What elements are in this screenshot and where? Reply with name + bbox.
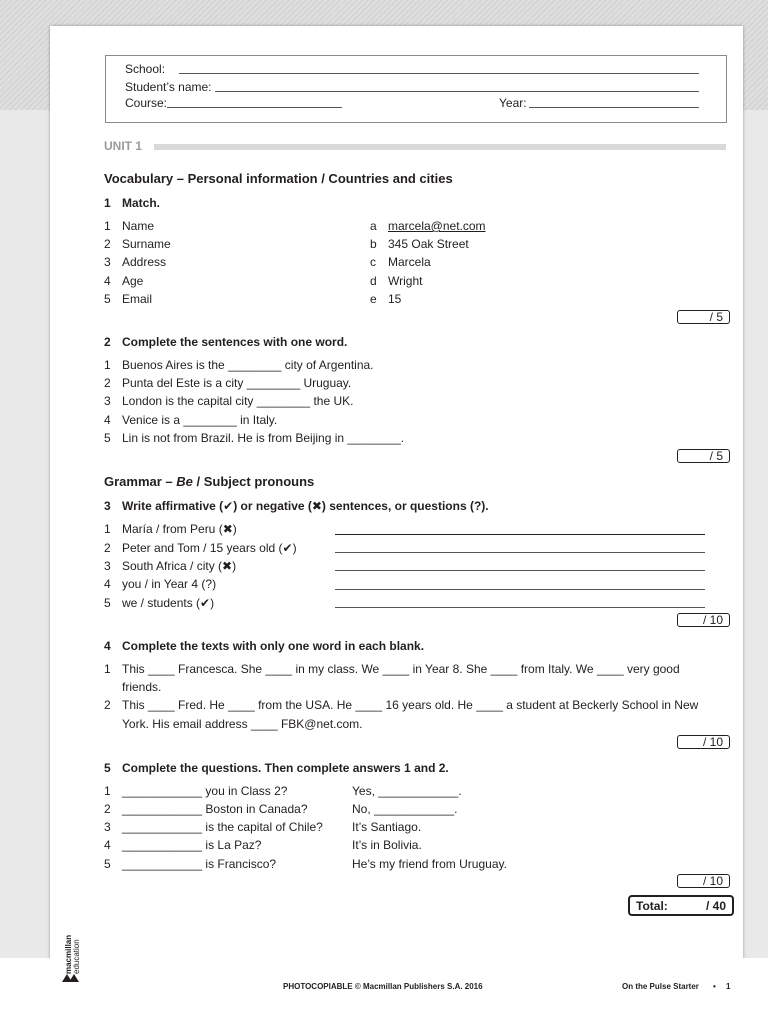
ex2-item: Punta del Este is a city ________ Uruguay. xyxy=(122,376,352,390)
ex3-item-number: 1 xyxy=(104,522,111,536)
ex3-item-number: 3 xyxy=(104,559,111,573)
student-name-label: Student’s name: xyxy=(125,80,212,94)
svg-text:macmillan: macmillan xyxy=(64,934,73,974)
ex5-answer: It’s in Bolivia. xyxy=(352,838,422,852)
footer-page-number: 1 xyxy=(726,982,731,991)
ex1-right-item: Wright xyxy=(388,274,423,288)
ex5-item-number: 1 xyxy=(104,784,111,798)
macmillan-logo-icon xyxy=(58,920,88,988)
ex2-item-number: 4 xyxy=(104,413,111,427)
ex1-left-item: Surname xyxy=(122,237,171,251)
ex5-item-number: 4 xyxy=(104,838,111,852)
year-label: Year: xyxy=(499,96,527,110)
ex1-right-item: 15 xyxy=(388,292,402,306)
grammar-heading: Grammar – Be / Subject pronouns xyxy=(104,474,315,489)
ex5-question: ____________ is La Paz? xyxy=(122,838,262,852)
ex4-item-number: 1 xyxy=(104,662,111,676)
ex3-item-number: 2 xyxy=(104,541,111,555)
ex3-answer-line[interactable] xyxy=(335,534,705,535)
ex5-question: ____________ is Francisco? xyxy=(122,857,277,871)
ex2-item: Buenos Aires is the ________ city of Argentina. xyxy=(122,358,374,372)
ex5-answer: No, ____________. xyxy=(352,802,458,816)
ex3-item-number: 4 xyxy=(104,577,111,591)
school-label: School: xyxy=(125,62,166,76)
footer-bullet: • xyxy=(713,982,716,991)
ex2-score-box: / 5 xyxy=(677,449,730,463)
ex5-item-number: 2 xyxy=(104,802,111,816)
ex3-number: 3 xyxy=(104,499,111,513)
ex5-answer: He’s my friend from Uruguay. xyxy=(352,857,507,871)
ex1-left-item: Address xyxy=(122,255,167,269)
ex2-item-number: 2 xyxy=(104,376,111,390)
ex3-item: South Africa / city (✖) xyxy=(122,559,237,573)
ex4-number: 4 xyxy=(104,639,111,653)
macmillan-education-logo xyxy=(58,920,88,988)
ex5-question: ____________ you in Class 2? xyxy=(122,784,288,798)
ex1-left-item: Email xyxy=(122,292,153,306)
ex3-answer-line[interactable] xyxy=(335,570,705,571)
course-label: Course: xyxy=(125,96,168,110)
ex1-left-number: 4 xyxy=(104,274,111,288)
vocabulary-heading: Vocabulary – Personal information / Countries and cities xyxy=(104,171,453,186)
unit-label: UNIT 1 xyxy=(104,139,143,153)
ex1-right-item: marcela@net.com xyxy=(388,219,486,233)
ex5-score-box: / 10 xyxy=(677,874,730,888)
ex1-instruction: Match. xyxy=(122,196,161,210)
course-field[interactable] xyxy=(167,107,342,108)
ex3-item: we / students (✔) xyxy=(122,596,215,610)
ex3-item: Peter and Tom / 15 years old (✔) xyxy=(122,541,297,555)
ex2-item: Venice is a ________ in Italy. xyxy=(122,413,278,427)
student-name-field[interactable] xyxy=(215,91,699,92)
ex1-right-letter: a xyxy=(370,219,377,233)
ex1-left-number: 1 xyxy=(104,219,111,233)
ex1-right-letter: b xyxy=(370,237,377,251)
ex5-item-number: 3 xyxy=(104,820,111,834)
ex1-score-box: / 5 xyxy=(677,310,730,324)
svg-text:education: education xyxy=(72,939,81,974)
ex4-text-line: York. His email address ____ FBK@net.com. xyxy=(122,717,363,731)
year-field[interactable] xyxy=(529,107,699,108)
ex4-text-line: friends. xyxy=(122,680,162,694)
ex3-item: you / in Year 4 (?) xyxy=(122,577,217,591)
unit-divider-bar xyxy=(154,144,726,150)
ex2-item: London is the capital city ________ the UK. xyxy=(122,394,354,408)
footer-copyright: PHOTOCOPIABLE © Macmillan Publishers S.A. 2016 xyxy=(283,982,483,991)
ex1-right-letter: e xyxy=(370,292,377,306)
ex3-score-box: / 10 xyxy=(677,613,730,627)
ex1-left-item: Age xyxy=(122,274,144,288)
ex3-item-number: 5 xyxy=(104,596,111,610)
ex1-right-item: Marcela xyxy=(388,255,431,269)
ex2-number: 2 xyxy=(104,335,111,349)
ex1-number: 1 xyxy=(104,196,111,210)
total-label: Total: xyxy=(636,899,668,913)
ex5-answer: It’s Santiago. xyxy=(352,820,422,834)
ex2-instruction: Complete the sentences with one word. xyxy=(122,335,348,349)
ex1-left-item: Name xyxy=(122,219,155,233)
ex1-left-number: 2 xyxy=(104,237,111,251)
ex3-answer-line[interactable] xyxy=(335,552,705,553)
ex5-instruction: Complete the questions. Then complete answers 1 and 2. xyxy=(122,761,449,775)
ex5-question: ____________ is the capital of Chile? xyxy=(122,820,323,834)
ex1-left-number: 3 xyxy=(104,255,111,269)
ex4-text-line: This ____ Fred. He ____ from the USA. He ____ 16 years old. He ____ a student at Beckerly School in New xyxy=(122,698,699,712)
ex5-question: ____________ Boston in Canada? xyxy=(122,802,308,816)
total-score-box xyxy=(628,895,734,916)
ex4-score-box: / 10 xyxy=(677,735,730,749)
ex1-right-item: 345 Oak Street xyxy=(388,237,469,251)
total-value: / 40 xyxy=(705,899,726,913)
ex2-item-number: 5 xyxy=(104,431,111,445)
ex4-instruction: Complete the texts with only one word in each blank. xyxy=(122,639,425,653)
ex3-answer-line[interactable] xyxy=(335,589,705,590)
ex4-item-number: 2 xyxy=(104,698,111,712)
ex5-item-number: 5 xyxy=(104,857,111,871)
ex2-item-number: 1 xyxy=(104,358,111,372)
ex1-right-letter: c xyxy=(370,255,376,269)
ex1-right-letter: d xyxy=(370,274,377,288)
school-field[interactable] xyxy=(179,73,699,74)
ex2-item-number: 3 xyxy=(104,394,111,408)
ex3-instruction: Write affirmative (✔) or negative (✖) sentences, or questions (?). xyxy=(122,499,489,513)
ex3-answer-line[interactable] xyxy=(335,607,705,608)
ex2-item: Lin is not from Brazil. He is from Beijing in ________. xyxy=(122,431,405,445)
footer-book-title: On the Pulse Starter xyxy=(622,982,699,991)
ex1-left-number: 5 xyxy=(104,292,111,306)
ex5-number: 5 xyxy=(104,761,111,775)
ex3-item: María / from Peru (✖) xyxy=(122,522,237,536)
ex4-text-line: This ____ Francesca. She ____ in my class. We ____ in Year 8. She ____ from Italy. We ____ very good xyxy=(122,662,680,676)
ex5-answer: Yes, ____________. xyxy=(352,784,462,798)
